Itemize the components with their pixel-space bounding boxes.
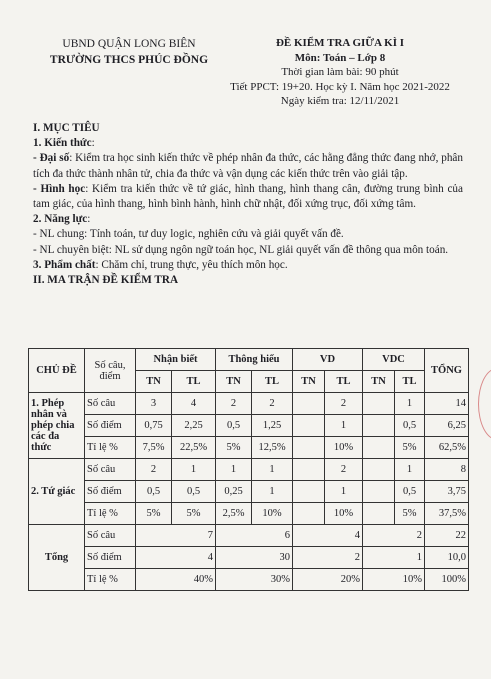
table-cell: 10%	[325, 437, 363, 459]
table-cell: 5%	[395, 503, 425, 525]
table-cell: 10%	[325, 503, 363, 525]
knowledge-heading: 1. Kiến thức:	[33, 137, 95, 150]
table-cell: 2	[252, 393, 293, 415]
table-cell: 1	[325, 415, 363, 437]
table-cell: 0,5	[395, 481, 425, 503]
table-row	[29, 525, 469, 547]
table-cell: 37,5%	[425, 503, 469, 525]
table-cell: 30	[216, 547, 293, 569]
table-cell	[293, 481, 325, 503]
table-cell: 0,5	[172, 481, 216, 503]
header-tn: TN	[363, 371, 395, 393]
table-cell: 6,25	[425, 415, 469, 437]
red-stamp-edge	[478, 368, 491, 440]
table-cell: 14	[425, 393, 469, 415]
table-cell: 1	[395, 393, 425, 415]
exam-header	[225, 36, 455, 109]
table-cell	[363, 393, 395, 415]
table-cell: 20%	[293, 569, 363, 591]
table-cell	[363, 503, 395, 525]
header-tn: TN	[216, 371, 252, 393]
row-label: Số câu	[85, 459, 136, 481]
header-count: Số câu, điểm	[85, 349, 136, 393]
row-label: Số điểm	[85, 547, 136, 569]
competency-title: 2. Năng lực	[33, 213, 88, 226]
table-cell: 1	[325, 481, 363, 503]
competency-general: - NL chung: Tính toán, tư duy logic, nghiên cứu và giải quyết vấn đề.	[33, 228, 344, 241]
table-cell: 7	[136, 525, 216, 547]
section-2-title: II. MA TRẬN ĐỀ KIỂM TRA	[33, 274, 179, 287]
exam-date: Ngày kiểm tra: 12/11/2021	[280, 95, 400, 107]
algebra-text: : Kiểm tra học sinh kiến thức về phép nhân đa thức, các hằng đẳng thức đang nhớ, phân tích đa thức thành nhân tử, chia đa thức và vận dụng các kiến thức trên vào giải tập.	[33, 152, 463, 180]
table-row	[29, 459, 469, 481]
table-cell: 22,5%	[172, 437, 216, 459]
table-cell: 3,75	[425, 481, 469, 503]
topic-cell: 1. Phép nhân và phép chia các đa thức	[29, 393, 85, 459]
table-cell: 10,0	[425, 547, 469, 569]
table-row	[29, 569, 469, 591]
school-header	[34, 36, 224, 68]
header-total: TỔNG	[425, 349, 469, 393]
table-cell	[293, 393, 325, 415]
table-cell: 2	[363, 525, 425, 547]
matrix-table	[28, 348, 469, 591]
competency-specific: - NL chuyên biệt: NL sử dụng ngôn ngữ toán học, NL giải quyết vấn đề thông qua môn toán.	[33, 243, 449, 256]
table-cell: 1	[252, 459, 293, 481]
school-name: TRƯỜNG THCS PHÚC ĐỒNG	[49, 54, 209, 66]
table-cell: 100%	[425, 569, 469, 591]
table-row	[29, 393, 469, 415]
knowledge-title: 1. Kiến thức	[33, 137, 92, 150]
exam-subject: Môn: Toán – Lớp 8	[294, 51, 386, 64]
table-cell: 0,5	[136, 481, 172, 503]
table-cell	[363, 481, 395, 503]
header-nb: Nhận biết	[136, 349, 216, 371]
quality-paragraph	[33, 258, 463, 273]
table-cell: 2	[325, 459, 363, 481]
table-row	[29, 437, 469, 459]
table-cell: 5%	[395, 437, 425, 459]
table-cell: 7,5%	[136, 437, 172, 459]
competency-heading: 2. Năng lực:	[33, 213, 91, 226]
row-label: Số câu	[85, 525, 136, 547]
table-cell	[363, 415, 395, 437]
table-cell: 40%	[136, 569, 216, 591]
table-cell	[293, 459, 325, 481]
table-cell: 10%	[252, 503, 293, 525]
table-cell: 5%	[136, 503, 172, 525]
table-row	[29, 349, 469, 371]
quality-label: 3. Phẩm chất	[33, 258, 96, 271]
table-cell: 1	[252, 481, 293, 503]
exam-title: ĐỀ KIỂM TRA GIỮA KÌ I	[275, 37, 405, 49]
geometry-paragraph	[33, 182, 463, 212]
topic-cell: Tổng	[29, 525, 85, 591]
row-label: Tỉ lệ %	[85, 569, 136, 591]
table-cell	[293, 503, 325, 525]
quality-text: : Chăm chỉ, trung thực, yêu thích môn học.	[95, 258, 288, 271]
table-cell	[293, 437, 325, 459]
table-cell: 4	[293, 525, 363, 547]
row-label: Số điểm	[85, 415, 136, 437]
header-tl: TL	[252, 371, 293, 393]
exam-time: Thời gian làm bài: 90 phút	[281, 66, 399, 78]
district-name: UBND QUẬN LONG BIÊN	[62, 38, 196, 50]
table-cell: 1	[363, 547, 425, 569]
header-tl: TL	[172, 371, 216, 393]
table-row	[29, 503, 469, 525]
table-cell: 0,5	[216, 415, 252, 437]
table-cell: 2	[136, 459, 172, 481]
table-cell: 0,5	[395, 415, 425, 437]
table-cell: 5%	[216, 437, 252, 459]
table-cell: 1	[216, 459, 252, 481]
table-cell	[293, 415, 325, 437]
table-cell: 5%	[172, 503, 216, 525]
topic-cell: 2. Tứ giác	[29, 459, 85, 525]
table-cell: 12,5%	[252, 437, 293, 459]
header-topic: CHỦ ĐỀ	[29, 349, 85, 393]
row-label: Tỉ lệ %	[85, 437, 136, 459]
table-cell: 22	[425, 525, 469, 547]
table-cell: 1	[395, 459, 425, 481]
header-tn: TN	[136, 371, 172, 393]
table-cell: 1	[172, 459, 216, 481]
table-cell: 62,5%	[425, 437, 469, 459]
table-cell: 0,25	[216, 481, 252, 503]
geometry-text: : Kiểm tra kiến thức về tứ giác, hình thang, hình thang cân, đường trung bình của tam giác, của hình thang, hình bình hành, hình chữ nhật, đối xứng trục, đối xứng tâm.	[33, 182, 463, 211]
table-cell: 4	[172, 393, 216, 415]
table-cell: 2	[293, 547, 363, 569]
row-label: Số điểm	[85, 481, 136, 503]
row-label: Tỉ lệ %	[85, 503, 136, 525]
table-cell: 2	[216, 393, 252, 415]
header-vd: VD	[293, 349, 363, 371]
algebra-label: - Đại số	[33, 152, 70, 165]
header-tl: TL	[395, 371, 425, 393]
table-cell: 2,5%	[216, 503, 252, 525]
table-cell: 4	[136, 547, 216, 569]
table-cell: 30%	[216, 569, 293, 591]
table-cell: 6	[216, 525, 293, 547]
table-cell: 2,25	[172, 415, 216, 437]
table-row	[29, 415, 469, 437]
header-vdc: VDC	[363, 349, 425, 371]
header-tl: TL	[325, 371, 363, 393]
header-th: Thông hiểu	[216, 349, 293, 371]
section-1-title: I. MỤC TIÊU	[33, 122, 100, 134]
table-cell: 0,75	[136, 415, 172, 437]
document-body	[33, 121, 463, 288]
table-row	[29, 481, 469, 503]
table-cell: 3	[136, 393, 172, 415]
table-row	[29, 547, 469, 569]
table-cell: 1,25	[252, 415, 293, 437]
exam-ppct: Tiết PPCT: 19+20. Học kỳ I. Năm học 2021-2022	[230, 80, 450, 93]
table-cell: 8	[425, 459, 469, 481]
table-cell: 10%	[363, 569, 425, 591]
table-cell	[363, 437, 395, 459]
row-label: Số câu	[85, 393, 136, 415]
table-cell	[363, 459, 395, 481]
table-cell: 2	[325, 393, 363, 415]
geometry-label: - Hình học	[33, 182, 86, 195]
algebra-paragraph	[33, 151, 463, 181]
header-tn: TN	[293, 371, 325, 393]
